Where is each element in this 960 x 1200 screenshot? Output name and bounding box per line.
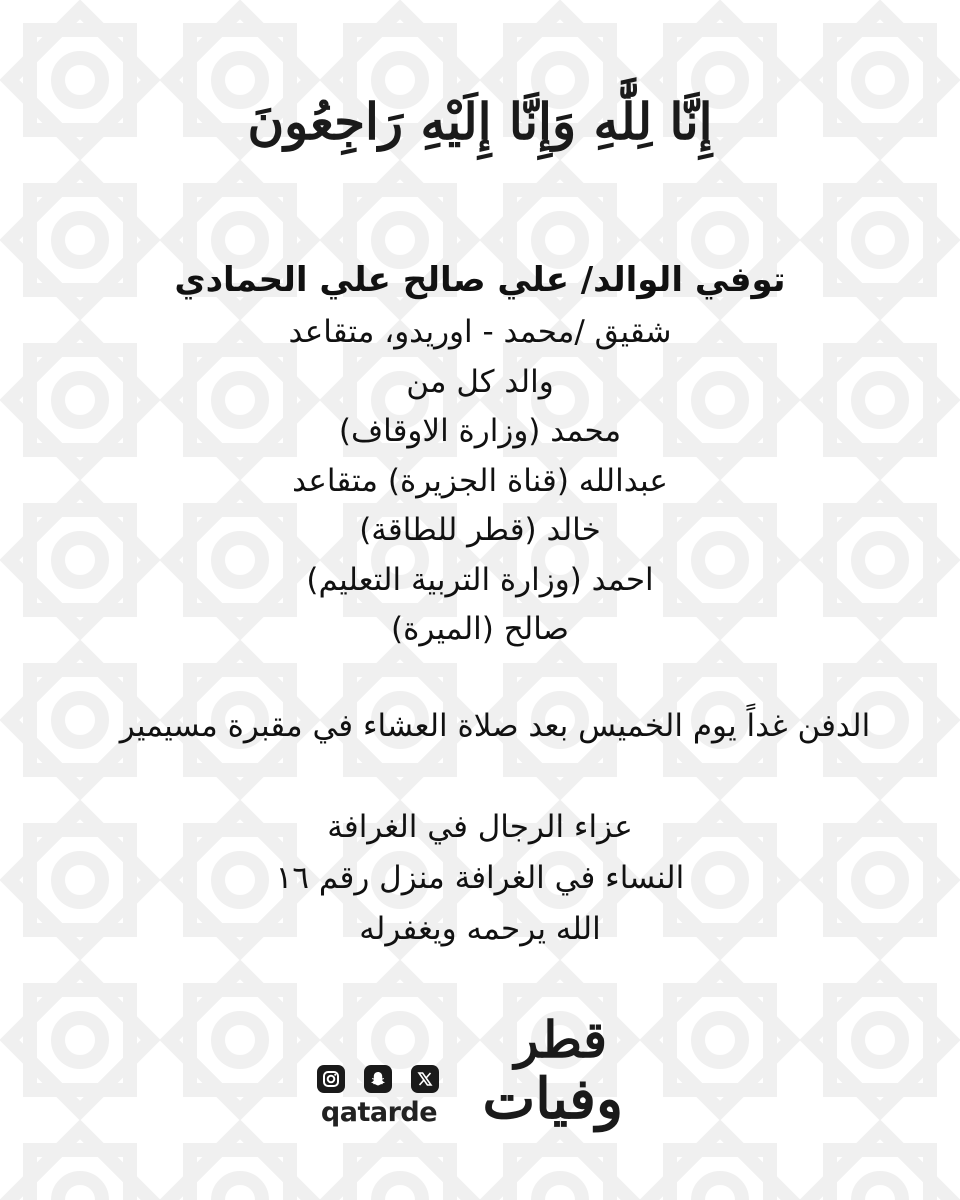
list-item: محمد (وزارة الاوقاف) [338,413,622,449]
snapchat-icon[interactable] [364,1065,392,1093]
list-item: عبدالله (قناة الجزيرة) متقاعد [292,462,668,499]
footer [305,1010,635,1150]
x-icon[interactable] [411,1065,439,1093]
list-item: احمد (وزارة التربية التعليم) [306,561,654,598]
brand-logo [455,1010,625,1150]
list-item: شقيق /محمد - اوريدو، متقاعد [288,314,672,350]
instagram-icon[interactable] [317,1065,345,1093]
relatives-list [0,308,960,655]
calligraphy-verse: إِنَّا لِلَّٰهِ وَإِنَّا إِلَيْهِ رَاجِعُونَ [247,92,713,151]
brand-logo-line1: قطر [514,1010,607,1069]
condolence-info [0,802,960,955]
list-item: صالح (الميرة) [391,611,569,647]
list-item: خالد (قطر للطاقة) [359,512,601,548]
social-block [313,1065,445,1128]
social-handle: qatarde [320,1097,438,1128]
list-item: عزاء الرجال في الغرافة [327,809,633,845]
social-icons [317,1065,439,1093]
deceased-title: توفي الوالد/ علي صالح علي الحمادي [174,260,786,300]
list-item: الله يرحمه ويغفرله [359,911,601,947]
list-item: والد كل من [406,363,554,400]
burial-info: الدفن غداً يوم الخميس بعد صلاة العشاء في مقبرة مسيمير [119,708,871,744]
brand-logo-line2: وفيات [482,1066,623,1132]
list-item: النساء في الغرافة منزل رقم ١٦ [275,860,685,896]
